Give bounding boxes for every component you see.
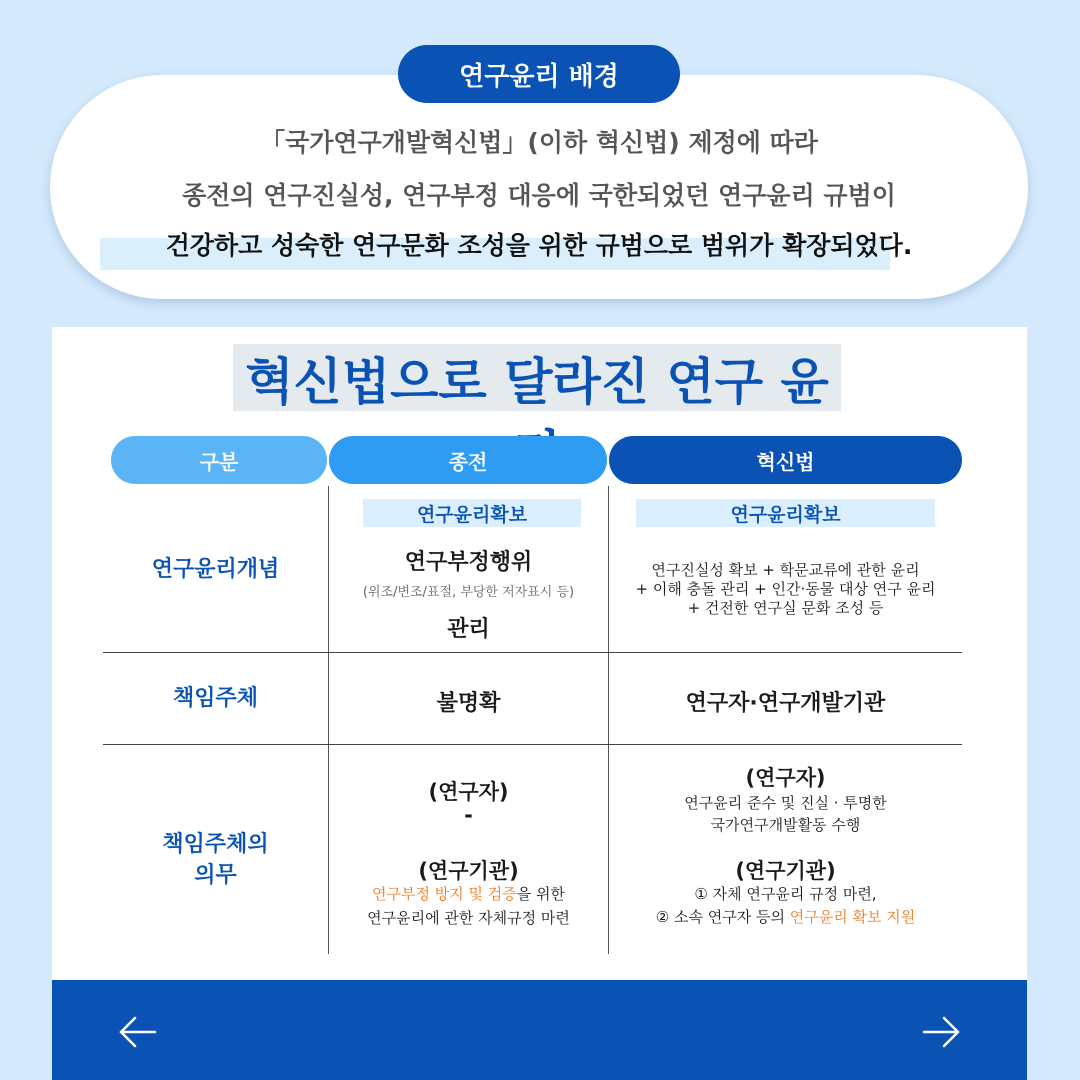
background-badge: 연구윤리 배경 [398, 45, 680, 103]
old-institution-title: (연구기관) [418, 859, 519, 883]
intro-line-3: 건강하고 성숙한 연구문화 조성을 위한 규범으로 범위가 확장되었다. [165, 231, 913, 260]
row-label-duties [103, 829, 328, 891]
new-concept-list [609, 561, 962, 618]
old-institution-rest: 을 위한 [516, 885, 565, 903]
arrow-right-icon-svg [922, 1012, 962, 1052]
header-innovation-act: 혁신법 [609, 436, 962, 484]
new-responsible: 연구자·연구개발기관 [685, 691, 886, 716]
old-concept-sub: (위조/변조/표절, 부당한 저자표시 등) [362, 585, 575, 600]
new-concept-tag: 연구윤리확보 [636, 499, 935, 527]
old-concept-tag: 연구윤리확보 [363, 499, 581, 527]
new-concept-line: + 이해 충돌 관리 + 인간·동물 대상 연구 윤리 [635, 580, 936, 598]
intro-line-2: 종전의 연구진실성, 연구부정 대응에 국한되었던 연구윤리 규범이 [182, 181, 896, 210]
arrow-left-icon[interactable] [117, 1012, 157, 1052]
old-researcher-value: - [464, 803, 473, 827]
old-responsible: 불명확 [436, 691, 501, 716]
row-label-duties-line: 책임주체의 [162, 832, 269, 857]
old-institution-line1 [329, 883, 608, 904]
row-label-duties-line: 의무 [194, 863, 237, 888]
new-concept-line: + 건전한 연구실 문화 조성 등 [687, 599, 884, 617]
new-institution-title: (연구기관) [735, 859, 836, 883]
arrow-right-icon[interactable] [922, 1012, 962, 1052]
intro-line-1: 「국가연구개발혁신법」(이하 혁신법) 제정에 따라 [260, 128, 818, 157]
old-researcher-title: (연구자) [428, 780, 509, 804]
old-institution-highlight: 연구부정 방지 및 검증 [372, 885, 517, 903]
old-concept-end: 관리 [447, 617, 490, 642]
row-label-responsible: 책임주체 [172, 686, 258, 711]
new-institution-highlight: 연구윤리 확보 지원 [789, 908, 916, 926]
new-institution-pre: ② 소속 연구자 등의 [655, 908, 790, 926]
header-previous: 종전 [329, 436, 607, 484]
footer-nav-bar [52, 980, 1027, 1080]
arrow-left-icon-svg [117, 1012, 157, 1052]
new-researcher-title: (연구자) [745, 766, 826, 790]
new-concept-line: 연구진실성 확보 + 학문교류에 관한 윤리 [651, 561, 920, 579]
new-researcher-line1: 연구윤리 준수 및 진실 · 투명한 [684, 794, 887, 812]
page-title: 혁신법으로 달라진 연구 윤 [245, 353, 829, 411]
new-researcher-line2: 국가연구개발활동 수행 [710, 816, 861, 834]
new-institution-line1: ① 자체 연구윤리 규정 마련, [694, 885, 877, 903]
old-concept-main: 연구부정행위 [404, 550, 533, 575]
header-category: 구분 [111, 436, 327, 484]
row-label-concept: 연구윤리개념 [151, 557, 280, 582]
row-divider [103, 744, 962, 745]
new-institution-line2 [609, 906, 962, 927]
old-institution-line2: 연구윤리에 관한 자체규정 마련 [367, 909, 570, 927]
row-divider [103, 652, 962, 653]
